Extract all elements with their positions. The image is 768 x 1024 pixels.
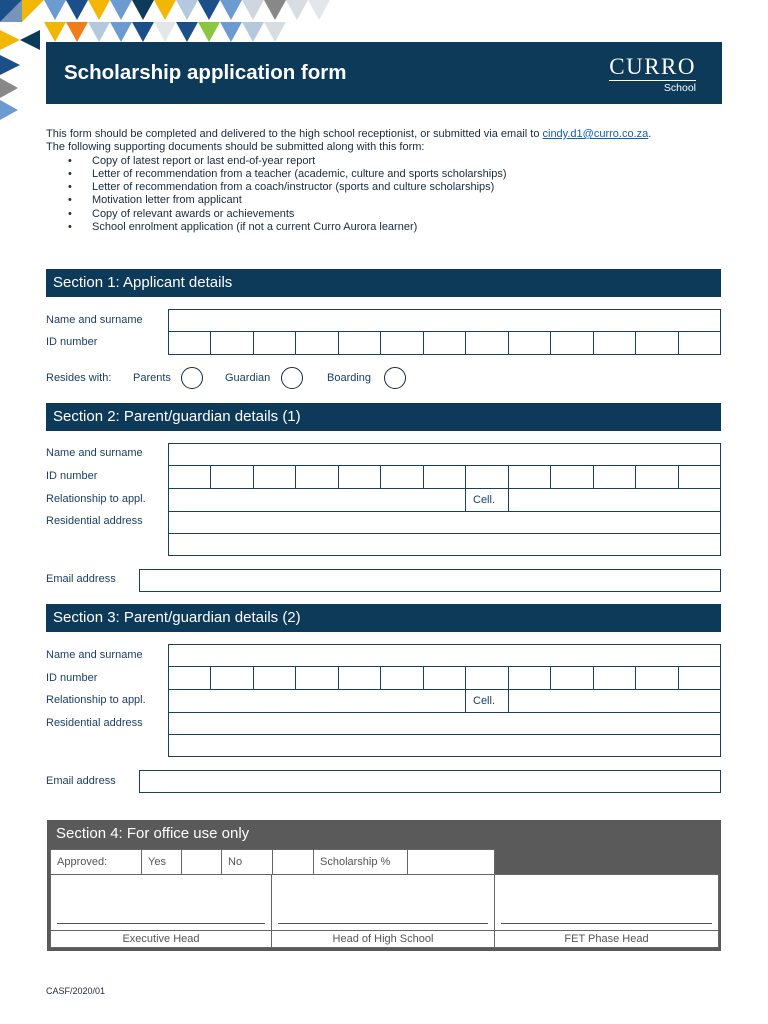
s3-relationship-input[interactable] xyxy=(168,689,466,713)
s3-email-label: Email address xyxy=(46,775,116,787)
s3-relationship-label: Relationship to appl. xyxy=(46,694,146,706)
radio-parents[interactable] xyxy=(181,367,203,389)
s2-address-input-2[interactable] xyxy=(168,533,721,556)
s3-name-label: Name and surname xyxy=(46,649,143,661)
s3-id-input[interactable] xyxy=(168,666,721,690)
s1-id-label: ID number xyxy=(46,336,98,348)
section-2-header: Section 2: Parent/guardian details (1) xyxy=(46,403,721,431)
head-of-high-school-label: Head of High School xyxy=(271,930,495,948)
logo-main-text: CURRO xyxy=(609,54,696,79)
intro-text xyxy=(46,128,726,234)
list-item: • School enrolment application (if not a current Curro Aurora learner) xyxy=(92,221,726,234)
s2-email-input[interactable] xyxy=(139,569,721,592)
fet-phase-head-label: FET Phase Head xyxy=(494,930,719,948)
list-item: • Copy of relevant awards or achievements xyxy=(92,208,726,221)
s2-cell-label: Cell. xyxy=(465,488,509,512)
resides-label: Resides with: xyxy=(46,372,112,384)
email-link[interactable]: cindy.d1@curro.co.za xyxy=(542,128,649,140)
executive-head-signature[interactable] xyxy=(50,874,272,931)
s2-address-label: Residential address xyxy=(46,515,143,527)
form-code: CASF/2020/01 xyxy=(46,986,106,996)
s2-id-input[interactable] xyxy=(168,465,721,489)
section-1-header: Section 1: Applicant details xyxy=(46,269,721,297)
intro-line-2: The following supporting documents should be submitted along with this form: xyxy=(46,141,425,154)
option-parents-label: Parents xyxy=(133,372,171,384)
approved-label: Approved: xyxy=(50,849,142,875)
s2-cell-input[interactable] xyxy=(508,488,721,512)
s1-name-label: Name and surname xyxy=(46,314,143,326)
intro-prefix: This form should be completed and delivered to the high school receptionist, or submitted via email to xyxy=(46,128,543,140)
s2-relationship-input[interactable] xyxy=(168,488,466,512)
logo-sub-text: School xyxy=(663,82,696,94)
head-of-high-school-signature[interactable] xyxy=(271,874,495,931)
radio-guardian[interactable] xyxy=(281,367,303,389)
s3-id-label: ID number xyxy=(46,672,98,684)
s3-cell-label: Cell. xyxy=(465,689,509,713)
intro-line-1 xyxy=(46,128,726,141)
executive-head-label: Executive Head xyxy=(50,930,272,948)
s2-name-label: Name and surname xyxy=(46,447,143,459)
documents-list xyxy=(46,155,726,235)
s2-relationship-label: Relationship to appl. xyxy=(46,493,146,505)
scholarship-percent-label: Scholarship % xyxy=(313,849,408,875)
s3-name-input[interactable] xyxy=(168,644,721,667)
curro-logo xyxy=(609,55,696,95)
no-label: No xyxy=(221,849,273,875)
s2-address-input-1[interactable] xyxy=(168,511,721,534)
s3-address-label: Residential address xyxy=(46,717,143,729)
s2-email-label: Email address xyxy=(46,573,116,585)
intro-suffix: . xyxy=(648,128,652,140)
s3-email-input[interactable] xyxy=(139,770,721,793)
s1-id-input[interactable] xyxy=(168,331,721,355)
page-title: Scholarship application form xyxy=(64,61,347,84)
list-item: • Motivation letter from applicant xyxy=(92,194,726,207)
option-guardian-label: Guardian xyxy=(225,372,271,384)
s2-name-input[interactable] xyxy=(168,443,721,466)
s1-name-input[interactable] xyxy=(168,309,721,332)
list-item: • Letter of recommendation from a teacher (academic, culture and sports scholarships) xyxy=(92,168,726,181)
option-boarding-label: Boarding xyxy=(327,372,372,384)
scholarship-percent-input[interactable] xyxy=(407,849,495,875)
s3-address-input-1[interactable] xyxy=(168,712,721,735)
header-banner xyxy=(46,42,722,104)
radio-boarding[interactable] xyxy=(384,367,406,389)
section-3-header: Section 3: Parent/guardian details (2) xyxy=(46,604,721,632)
yes-label: Yes xyxy=(141,849,182,875)
s2-id-label: ID number xyxy=(46,470,98,482)
yes-checkbox[interactable] xyxy=(181,849,222,875)
list-item: • Copy of latest report or last end-of-year report xyxy=(92,155,726,168)
list-item: • Letter of recommendation from a coach/instructor (sports and culture scholarships) xyxy=(92,181,726,194)
no-checkbox[interactable] xyxy=(272,849,314,875)
s3-cell-input[interactable] xyxy=(508,689,721,713)
section-4-header: Section 4: For office use only xyxy=(56,825,250,842)
fet-phase-head-signature[interactable] xyxy=(494,874,719,931)
s3-address-input-2[interactable] xyxy=(168,734,721,757)
